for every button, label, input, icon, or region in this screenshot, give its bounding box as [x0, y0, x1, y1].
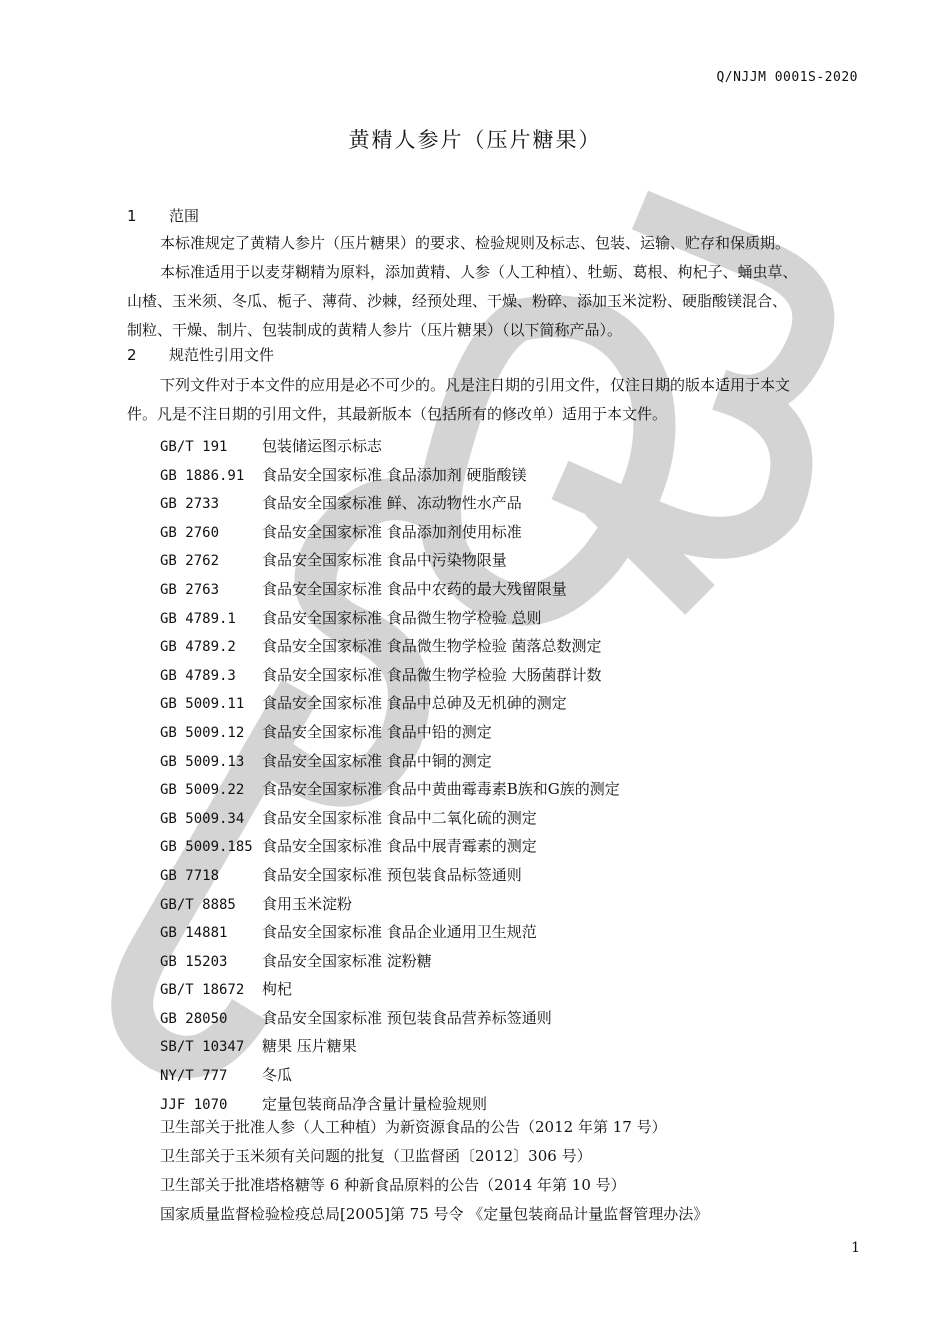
- reference-item: [160, 546, 620, 575]
- other-reference: 卫生部关于批准人参（人工种植）为新资源食品的公告（2012 年第 17 号）: [160, 1118, 667, 1136]
- reference-item: [160, 747, 620, 776]
- section-title: 范围: [169, 207, 200, 225]
- reference-title: 冬瓜: [262, 1066, 293, 1085]
- reference-item: [160, 890, 620, 919]
- reference-code: GB 4789.1: [160, 610, 236, 627]
- reference-title: 包装储运图示标志: [262, 437, 383, 455]
- section-2-heading: [127, 344, 274, 365]
- reference-item: [160, 975, 620, 1004]
- reference-code: GB 4789.2: [160, 639, 236, 656]
- paragraph-line: 本标准规定了黄精人参片（压片糖果）的要求、检验规则及标志、包装、运输、贮存和保质期。: [160, 234, 791, 252]
- reference-code: GB 5009.34: [160, 810, 245, 827]
- standard-code: Q/NJJM 0001S-2020: [716, 70, 858, 85]
- paragraph-line: 制粒、干燥、制片、包装制成的黄精人参片（压片糖果）（以下简称产品）。: [127, 321, 623, 339]
- reference-item: [160, 1004, 620, 1033]
- reference-code: NY/T 777: [160, 1068, 228, 1085]
- section-number: 2: [127, 346, 137, 364]
- reference-title: 食品安全国家标准 食品中总砷及无机砷的测定: [262, 694, 567, 713]
- paragraph-line: 山楂、玉米须、冬瓜、栀子、薄荷、沙棘，经预处理、干燥、粉碎、添加玉米淀粉、硬脂酸镁混合、: [127, 292, 788, 310]
- reference-title: 食品安全国家标准 食品中黄曲霉毒素B族和G族的测定: [262, 780, 620, 799]
- reference-item: [160, 518, 620, 547]
- reference-title: 食品安全国家标准 食品微生物学检验 菌落总数测定: [262, 637, 602, 656]
- reference-item: [160, 804, 620, 833]
- reference-title: 食品安全国家标准 食品中污染物限量: [262, 551, 507, 570]
- section-1-paragraph-2: [127, 258, 863, 345]
- page-number: 1: [851, 1240, 860, 1256]
- reference-title: 枸杞: [262, 980, 293, 999]
- reference-title: 食品安全国家标准 食品添加剂使用标准: [262, 522, 522, 541]
- reference-item: [160, 918, 620, 947]
- reference-title: 定量包装商品净含量计量检验规则: [262, 1094, 488, 1113]
- reference-item: [160, 775, 620, 804]
- other-reference: 国家质量监督检验检疫总局[2005]第 75 号令 《定量包装商品计量监督管理办法》: [160, 1205, 709, 1223]
- reference-code: GB 2733: [160, 496, 220, 513]
- reference-code: GB 5009.12: [160, 724, 245, 741]
- reference-item: [160, 947, 620, 976]
- reference-code: GB 5009.11: [160, 696, 245, 713]
- reference-code: JJF 1070: [160, 1096, 228, 1113]
- other-reference: 卫生部关于玉米须有关问题的批复（卫监督函〔2012〕306 号）: [160, 1147, 592, 1165]
- reference-code: GB 28050: [160, 1010, 228, 1027]
- reference-item: [160, 1090, 620, 1119]
- reference-item: [160, 661, 620, 690]
- reference-item: [160, 861, 620, 890]
- section-number: 1: [127, 207, 137, 225]
- paragraph-line: 件。凡是不注日期的引用文件，其最新版本（包括所有的修改单）适用于本文件。: [127, 405, 668, 423]
- reference-item: [160, 689, 620, 718]
- reference-code: GB 2763: [160, 581, 220, 598]
- reference-item: [160, 489, 620, 518]
- reference-title: 食品安全国家标准 预包装食品标签通则: [262, 865, 522, 884]
- paragraph-line: 本标准适用于以麦芽糊精为原料，添加黄精、人参（人工种植）、牡蛎、葛根、枸杞子、蛹虫草、: [160, 263, 798, 281]
- reference-item: [160, 832, 620, 861]
- reference-code: GB 5009.22: [160, 782, 245, 799]
- section-1-paragraph-1: [160, 229, 863, 258]
- reference-item: [160, 432, 620, 461]
- reference-code: GB 7718: [160, 867, 220, 884]
- reference-title: 食品安全国家标准 食品添加剂 硬脂酸镁: [262, 465, 527, 484]
- reference-title: 食品安全国家标准 食品微生物学检验 总则: [262, 608, 542, 627]
- section-2-intro: [127, 371, 863, 429]
- reference-item: [160, 604, 620, 633]
- reference-code: GB 5009.185: [160, 839, 253, 856]
- document-title: 黄精人参片（压片糖果）: [348, 128, 602, 152]
- reference-list: [160, 432, 620, 1118]
- reference-code: GB 4789.3: [160, 667, 236, 684]
- paragraph-line: 下列文件对于本文件的应用是必不可少的。凡是注日期的引用文件，仅注日期的版本适用于本文: [160, 376, 791, 394]
- reference-title: 食品安全国家标准 食品中铜的测定: [262, 751, 492, 770]
- reference-title: 食品安全国家标准 食品中二氧化硫的测定: [262, 808, 537, 827]
- reference-code: GB/T 8885: [160, 896, 236, 913]
- reference-code: GB 5009.13: [160, 753, 245, 770]
- reference-title: 食品安全国家标准 鲜、冻动物性水产品: [262, 494, 522, 513]
- reference-item: [160, 1061, 620, 1090]
- section-1-heading: [127, 205, 199, 226]
- reference-title: 食品安全国家标准 食品中铅的测定: [262, 722, 492, 741]
- reference-title: 糖果 压片糖果: [262, 1037, 357, 1056]
- reference-title: 食品安全国家标准 淀粉糖: [262, 951, 432, 970]
- reference-code: GB 1886.91: [160, 467, 245, 484]
- reference-title: 食品安全国家标准 预包装食品营养标签通则: [262, 1008, 552, 1027]
- reference-item: [160, 575, 620, 604]
- reference-title: 食品安全国家标准 食品企业通用卫生规范: [262, 923, 537, 942]
- reference-code: GB 14881: [160, 925, 228, 942]
- reference-item: [160, 718, 620, 747]
- reference-item: [160, 461, 620, 490]
- section-title: 规范性引用文件: [169, 346, 275, 364]
- reference-title: 食品安全国家标准 食品中农药的最大残留限量: [262, 579, 567, 598]
- reference-title: 食用玉米淀粉: [262, 894, 353, 913]
- reference-code: GB 2762: [160, 553, 220, 570]
- reference-title: 食品安全国家标准 食品微生物学检验 大肠菌群计数: [262, 665, 602, 684]
- other-reference: 卫生部关于批准塔格糖等 6 种新食品原料的公告（2014 年第 10 号）: [160, 1176, 626, 1194]
- reference-code: SB/T 10347: [160, 1039, 245, 1056]
- reference-item: [160, 632, 620, 661]
- reference-code: GB 15203: [160, 953, 228, 970]
- reference-code: GB/T 18672: [160, 982, 245, 999]
- reference-title: 食品安全国家标准 食品中展青霉素的测定: [262, 837, 537, 856]
- reference-code: GB 2760: [160, 524, 220, 541]
- reference-item: [160, 1032, 620, 1061]
- reference-code: GB/T 191: [160, 439, 228, 455]
